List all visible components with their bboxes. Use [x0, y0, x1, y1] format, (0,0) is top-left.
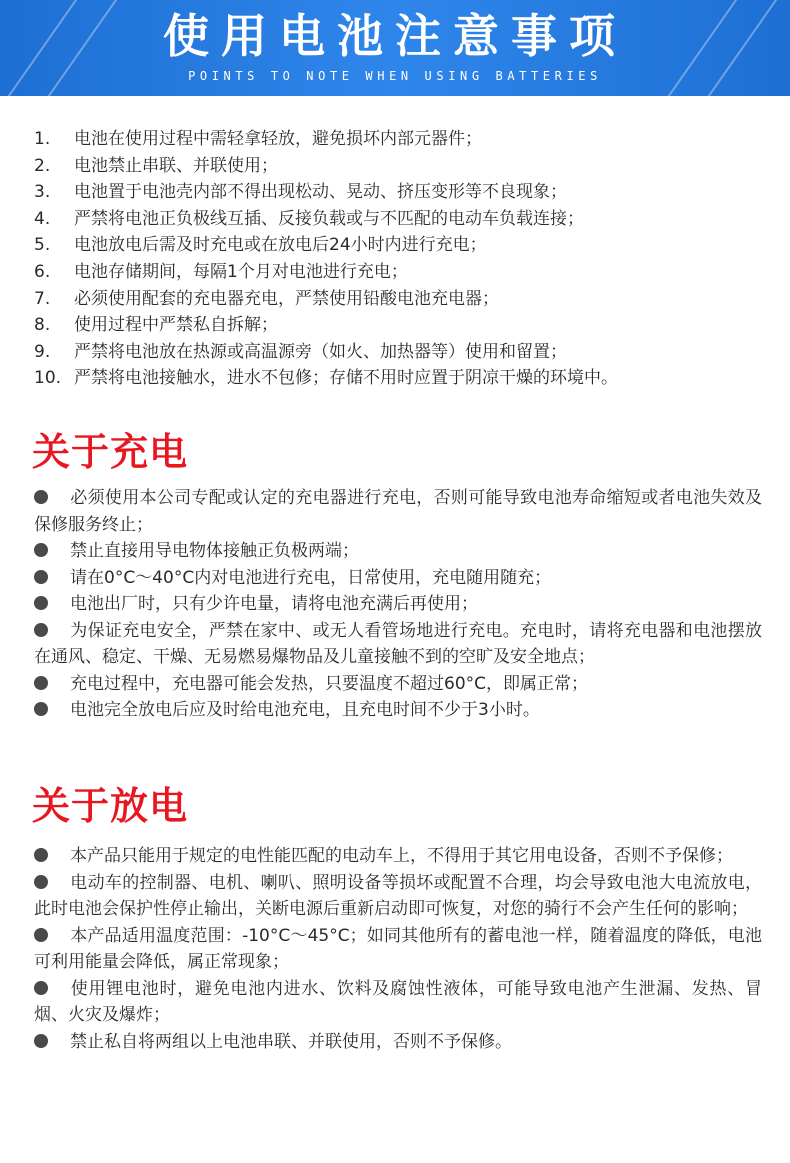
note-text: 必须使用配套的充电器充电，严禁使用铅酸电池充电器； [74, 288, 499, 309]
note-number: 6. [34, 261, 51, 282]
charging-item-text: 必须使用本公司专配或认定的充电器进行充电，否则可能导致电池寿命缩短或者电池失效及保修服务终止； [34, 488, 762, 535]
note-number: 9. [34, 341, 51, 362]
note-item [34, 286, 774, 313]
bullet-dot-icon [34, 1034, 48, 1048]
charging-section-title: 关于充电 [32, 430, 189, 474]
discharging-list [34, 843, 762, 1055]
note-text: 电池存储期间，每隔1个月对电池进行充电； [74, 261, 408, 282]
discharging-item-text: 使用锂电池时，避免电池内进水、饮料及腐蚀性液体，可能导致电池产生泄漏、发热、冒烟、火灾及爆炸； [34, 978, 762, 1025]
note-text: 电池在使用过程中需轻拿轻放，避免损坏内部元器件； [74, 129, 482, 149]
discharging-item [34, 1029, 762, 1056]
note-number: 10. [34, 368, 62, 389]
note-number: 3. [34, 182, 51, 203]
discharging-item [34, 923, 762, 976]
note-item [34, 153, 774, 180]
note-item [34, 259, 774, 286]
note-item [34, 365, 774, 392]
charging-item-text: 禁止直接用导电物体接触正负极两端； [70, 541, 359, 561]
note-text: 严禁将电池接触水，进水不包修；存储不用时应置于阴凉干燥的环境中。 [74, 368, 618, 389]
charging-item [34, 618, 762, 671]
charging-list [34, 485, 762, 724]
charging-item-text: 电池完全放电后应及时给电池充电，且充电时间不少于3小时。 [70, 700, 540, 720]
discharging-section-title: 关于放电 [32, 784, 189, 828]
charging-item [34, 565, 762, 592]
bullet-dot-icon [34, 702, 48, 716]
bullet-dot-icon [34, 981, 48, 995]
discharging-item-text: 本产品适用温度范围：-10°C～45°C；如同其他所有的蓄电池一样，随着温度的降低，电池可利用能量会降低，属正常现象； [34, 925, 762, 972]
bullet-dot-icon [34, 623, 48, 637]
note-item [34, 179, 774, 206]
note-text: 使用过程中严禁私自拆解； [74, 315, 278, 336]
note-text: 电池置于电池壳内部不得出现松动、晃动、挤压变形等不良现象； [74, 182, 567, 203]
note-item [34, 312, 774, 339]
note-text: 电池禁止串联、并联使用； [74, 155, 278, 176]
note-number: 8. [34, 315, 51, 336]
note-item [34, 339, 774, 366]
charging-item-text: 请在0°C～40°C内对电池进行充电，日常使用，充电随用随充； [70, 567, 552, 588]
note-item [34, 206, 774, 233]
bullet-dot-icon [34, 490, 48, 504]
charging-item-text: 充电过程中，充电器可能会发热，只要温度不超过60°C，即属正常； [70, 673, 589, 694]
bullet-dot-icon [34, 596, 48, 610]
charging-item-text: 电池出厂时，只有少许电量，请将电池充满后再使用； [70, 594, 478, 614]
charging-item-text: 为保证充电安全，严禁在家中、或无人看管场地进行充电。充电时，请将充电器和电池摆放在通风、稳定、干燥、无易燃易爆物品及儿童接触不到的空旷及安全地点； [34, 620, 762, 667]
note-text: 电池放电后需及时充电或在放电后24小时内进行充电； [74, 235, 487, 256]
note-item [34, 126, 774, 153]
discharging-item [34, 976, 762, 1029]
discharging-item [34, 870, 762, 923]
charging-item [34, 538, 762, 565]
discharging-item-text: 电动车的控制器、电机、喇叭、照明设备等损坏或配置不合理，均会导致电池大电流放电，此时电池会保护性停止输出，关断电源后重新启动即可恢复，对您的骑行不会产生任何的影响； [34, 872, 762, 919]
note-number: 7. [34, 288, 51, 309]
note-number: 5. [34, 235, 51, 256]
note-number: 4. [34, 208, 51, 229]
header-banner [0, 0, 790, 96]
charging-item [34, 671, 762, 698]
page-subtitle: POINTS TO NOTE WHEN USING BATTERIES [188, 69, 602, 83]
note-number: 2. [34, 155, 51, 176]
bullet-dot-icon [34, 928, 48, 942]
charging-item [34, 591, 762, 618]
bullet-dot-icon [34, 676, 48, 690]
bullet-dot-icon [34, 543, 48, 557]
discharging-item-text: 禁止私自将两组以上电池串联、并联使用，否则不予保修。 [70, 1031, 512, 1052]
bullet-dot-icon [34, 848, 48, 862]
notes-list [34, 126, 774, 392]
note-text: 严禁将电池放在热源或高温源旁（如火、加热器等）使用和留置； [74, 341, 567, 362]
bullet-dot-icon [34, 875, 48, 889]
discharging-item [34, 843, 762, 870]
note-text: 严禁将电池正负极线互插、反接负载或与不匹配的电动车负载连接； [74, 208, 584, 229]
bullet-dot-icon [34, 570, 48, 584]
page-title: 使用电池注意事项 [163, 9, 627, 63]
note-number: 1. [34, 129, 51, 149]
discharging-item-text: 本产品只能用于规定的电性能匹配的电动车上，不得用于其它用电设备，否则不予保修； [70, 846, 733, 866]
charging-item [34, 485, 762, 538]
note-item [34, 232, 774, 259]
charging-item [34, 697, 762, 724]
